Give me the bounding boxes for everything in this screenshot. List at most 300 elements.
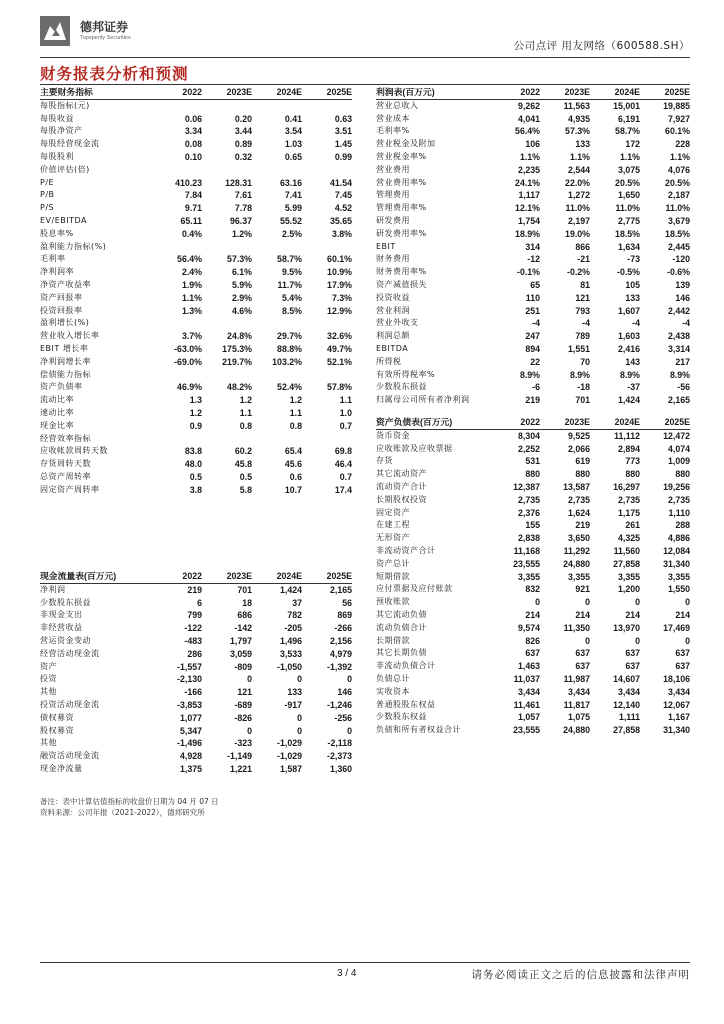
- cell-value: 4,325: [617, 533, 640, 544]
- cell-value: 121: [237, 687, 252, 698]
- row-label: EBIT: [376, 241, 396, 251]
- cell-value: 2,376: [517, 507, 540, 518]
- table-row: [376, 635, 690, 648]
- table-row: [376, 330, 690, 343]
- table-row: [40, 763, 352, 776]
- table-row: [376, 494, 690, 507]
- row-label: 归属母公司所有者净利润: [376, 395, 470, 405]
- cell-value: 9,262: [517, 100, 540, 111]
- row-label: 在建工程: [376, 520, 410, 530]
- cell-value: 2,544: [567, 164, 590, 175]
- table-row: [376, 241, 690, 254]
- row-label: 无形资产: [376, 533, 410, 543]
- cell-value: 2.4%: [181, 267, 202, 278]
- row-label: 非流动负债合计: [376, 661, 436, 671]
- cell-value: 2,165: [667, 395, 690, 406]
- cell-value: 1,603: [617, 331, 640, 342]
- cell-value: 1,117: [518, 190, 540, 201]
- row-label: 流动资产合计: [376, 481, 427, 491]
- table-row: [376, 481, 690, 494]
- cell-value: 0.20: [234, 113, 252, 124]
- cell-value: 1.1%: [181, 292, 202, 303]
- table-row: [40, 445, 352, 458]
- cell-value: 23,555: [513, 725, 540, 736]
- cell-value: -4: [632, 318, 640, 329]
- table-row: [40, 113, 352, 126]
- cell-value: 1,607: [617, 305, 640, 316]
- table-row: [40, 458, 352, 471]
- table-row: [376, 609, 690, 622]
- table-row: [40, 164, 352, 177]
- cell-value: 11,037: [513, 673, 540, 684]
- cell-value: 1,200: [617, 584, 640, 595]
- cell-value: 4,076: [667, 164, 690, 175]
- table-row: [40, 330, 352, 343]
- cell-value: 1.2: [239, 395, 252, 406]
- table-row: [40, 661, 352, 674]
- cell-value: 57.3%: [227, 254, 252, 265]
- cell-value: 1,375: [179, 763, 202, 774]
- cell-value: 18.9%: [515, 228, 540, 239]
- cell-value: 2,735: [667, 494, 690, 505]
- cell-value: 1.1%: [669, 151, 690, 162]
- cell-value: 0: [685, 597, 690, 608]
- cell-value: 3.54: [284, 126, 302, 137]
- row-label: 每股经营现金流: [40, 139, 100, 149]
- cell-value: 2,442: [667, 305, 690, 316]
- cell-value: 65.4: [284, 446, 302, 457]
- table-row: [40, 712, 352, 725]
- cell-value: 12,140: [613, 699, 640, 710]
- cell-value: 5.4%: [281, 292, 302, 303]
- row-label: 现金净流量: [40, 763, 83, 773]
- table-row: [40, 583, 352, 596]
- table-row: [376, 99, 690, 112]
- row-label: 管理费用: [376, 190, 410, 200]
- row-label: 有效所得税率%: [376, 369, 436, 379]
- cell-value: 58.7%: [277, 254, 302, 265]
- table-row: [376, 292, 690, 305]
- cell-value: [302, 433, 352, 446]
- cell-value: 88.8%: [277, 343, 302, 354]
- cell-value: 133: [625, 292, 640, 303]
- table-row: [40, 609, 352, 622]
- cell-value: 4,935: [567, 113, 590, 124]
- cell-value: 55.52: [279, 215, 302, 226]
- cell-value: 1,077: [179, 712, 202, 723]
- cell-value: 1.2%: [231, 228, 252, 239]
- cell-value: -6: [532, 382, 540, 393]
- row-label: 预收账款: [376, 597, 410, 607]
- row-label: 营业收入增长率: [40, 331, 100, 341]
- cell-value: 6: [197, 597, 202, 608]
- row-label: 经营活动现金流: [40, 648, 100, 658]
- table-notes: [40, 796, 219, 818]
- table-row: [40, 305, 352, 318]
- row-label: 融资活动现金流: [40, 751, 100, 761]
- cell-value: 11,817: [563, 699, 590, 710]
- cell-value: 0: [297, 725, 302, 736]
- row-label: 毛利率: [40, 254, 66, 264]
- table-row: [376, 228, 690, 241]
- cell-value: 214: [575, 609, 590, 620]
- row-label: 每股净资产: [40, 126, 83, 136]
- cell-value: 1,111: [618, 712, 640, 723]
- cell-value: 32.6%: [327, 331, 352, 342]
- title-divider: [40, 84, 690, 85]
- cell-value: [152, 164, 202, 177]
- cell-value: [302, 99, 352, 112]
- cell-value: 81: [580, 279, 590, 290]
- cell-value: 3,355: [617, 571, 640, 582]
- cell-value: 2,197: [567, 215, 590, 226]
- cell-value: 22.0%: [565, 177, 590, 188]
- cell-value: 2,894: [617, 443, 640, 454]
- cell-value: 12,084: [663, 545, 690, 556]
- table-row: [40, 484, 352, 497]
- cell-value: [202, 369, 252, 382]
- table-row: [40, 471, 352, 484]
- table-row: [40, 381, 352, 394]
- year-header: 2023E: [540, 416, 590, 429]
- cell-value: 58.7%: [615, 126, 640, 137]
- logo-mark-icon: [40, 16, 70, 46]
- year-header: 2023E: [202, 570, 252, 583]
- cell-value: 4.52: [334, 203, 352, 214]
- cell-value: 619: [575, 456, 590, 467]
- cell-value: 11.7%: [277, 279, 302, 290]
- cell-value: 31,340: [663, 725, 690, 736]
- row-label: 非经营收益: [40, 623, 83, 633]
- cell-value: 2,416: [617, 343, 640, 354]
- row-label: 每股收益: [40, 113, 74, 123]
- cell-value: 3,434: [667, 686, 690, 697]
- table-row: [376, 660, 690, 673]
- cell-value: [152, 99, 202, 112]
- cell-value: 8,304: [517, 430, 540, 441]
- cell-value: 219: [187, 584, 202, 595]
- cell-value: 866: [575, 241, 590, 252]
- row-label: 盈利能力指标(%): [40, 241, 107, 251]
- cell-value: 18,106: [663, 673, 690, 684]
- cell-value: [202, 164, 252, 177]
- cell-value: 17,469: [663, 622, 690, 633]
- cell-value: 1,496: [279, 635, 302, 646]
- cell-value: 13,587: [563, 481, 590, 492]
- cell-value: 8.9%: [669, 369, 690, 380]
- cell-value: [252, 433, 302, 446]
- cell-value: 3.7%: [181, 331, 202, 342]
- cell-value: 3.44: [234, 126, 252, 137]
- cell-value: 19.0%: [565, 228, 590, 239]
- row-label: 存货周转天数: [40, 459, 91, 469]
- cell-value: 701: [237, 584, 252, 595]
- header-divider: [40, 57, 690, 58]
- cell-value: -63.0%: [174, 343, 202, 354]
- cell-value: 1,110: [668, 507, 690, 518]
- cell-value: 46.4: [334, 459, 352, 470]
- logo-cn-text: 德邦证券: [80, 20, 129, 34]
- cell-value: 247: [525, 331, 540, 342]
- row-label: 普通股股东权益: [376, 699, 436, 709]
- cell-value: -2,373: [327, 751, 352, 762]
- row-label: 营业费用率%: [376, 177, 427, 187]
- cell-value: 60.1%: [327, 254, 352, 265]
- cell-value: 1,175: [617, 507, 640, 518]
- table-row: [376, 455, 690, 468]
- table-row: [40, 292, 352, 305]
- cell-value: 0.89: [234, 139, 252, 150]
- cell-value: 22: [530, 356, 540, 367]
- cell-value: 1.9%: [181, 279, 202, 290]
- cell-value: 826: [525, 635, 540, 646]
- cell-value: 65.11: [180, 215, 202, 226]
- cell-value: 286: [187, 648, 202, 659]
- table-row: [40, 699, 352, 712]
- cell-value: 0.7: [339, 471, 352, 482]
- cell-value: 133: [575, 139, 590, 150]
- row-label: 其它流动负债: [376, 609, 427, 619]
- note-line: 资料来源：公司年报（2021-2022），德邦研究所: [40, 808, 205, 817]
- cell-value: -1,557: [177, 661, 202, 672]
- cell-value: [252, 164, 302, 177]
- table-row: [376, 215, 690, 228]
- company-logo: [40, 14, 170, 48]
- cell-value: 9,525: [567, 430, 590, 441]
- table-row: [376, 596, 690, 609]
- row-label: 其它流动资产: [376, 469, 427, 479]
- cell-value: 0: [297, 674, 302, 685]
- year-header: 2024E: [252, 86, 302, 99]
- cell-value: 172: [625, 139, 640, 150]
- row-label: 营业费用: [376, 164, 410, 174]
- row-label: 短期借款: [376, 571, 410, 581]
- row-label: 少数股东损益: [40, 597, 91, 607]
- table-row: [376, 343, 690, 356]
- cell-value: -120: [672, 254, 690, 265]
- cell-value: 4,886: [667, 533, 690, 544]
- table-row: [40, 266, 352, 279]
- cell-value: 4,979: [329, 648, 352, 659]
- cell-value: 11,560: [613, 545, 640, 556]
- row-label: 股息率%: [40, 228, 74, 238]
- cell-value: 3,355: [517, 571, 540, 582]
- cell-value: 0.99: [334, 151, 352, 162]
- cell-value: 880: [575, 469, 590, 480]
- cell-value: -18: [577, 382, 590, 393]
- row-label: 营业税金及附加: [376, 139, 436, 149]
- cell-value: 121: [575, 292, 590, 303]
- cell-value: 27,858: [613, 725, 640, 736]
- row-label: 投资活动现金流: [40, 699, 100, 709]
- cell-value: -917: [284, 699, 302, 710]
- cell-value: 1,167: [667, 712, 690, 723]
- cell-value: 3,434: [517, 686, 540, 697]
- row-label: 应付票据及应付账款: [376, 584, 453, 594]
- row-label: 投资: [40, 674, 57, 684]
- cell-value: 2,066: [567, 443, 590, 454]
- cell-value: 1.1%: [519, 151, 540, 162]
- cell-value: -0.1%: [517, 267, 540, 278]
- cell-value: 2.5%: [281, 228, 302, 239]
- cell-value: 1.03: [284, 139, 302, 150]
- cell-value: 531: [525, 456, 540, 467]
- cell-value: 13,970: [613, 622, 640, 633]
- cell-value: 146: [337, 687, 352, 698]
- cash-flow-table: [40, 570, 352, 776]
- cell-value: -1,029: [277, 751, 302, 762]
- table-row: [40, 597, 352, 610]
- table-row: [40, 635, 352, 648]
- cell-value: 219: [525, 395, 540, 406]
- table-row: [376, 279, 690, 292]
- cell-value: 921: [575, 584, 590, 595]
- cell-value: -1,050: [277, 661, 302, 672]
- cell-value: 410.23: [175, 177, 202, 188]
- cell-value: 56.4%: [515, 126, 540, 137]
- table-row: [40, 369, 352, 382]
- cell-value: 0.4%: [181, 228, 202, 239]
- cell-value: 12,387: [513, 481, 540, 492]
- cell-value: 2,838: [517, 533, 540, 544]
- cell-value: 23,555: [513, 558, 540, 569]
- cell-value: 10.9%: [327, 267, 352, 278]
- row-label: P/E: [40, 177, 55, 187]
- table-row: [376, 507, 690, 520]
- row-label: 负债和所有者权益合计: [376, 725, 461, 735]
- cell-value: 2,187: [667, 190, 690, 201]
- cell-value: 0.41: [284, 113, 302, 124]
- row-label: 固定资产: [376, 507, 410, 517]
- cell-value: -323: [234, 738, 252, 749]
- row-label: 营业成本: [376, 113, 410, 123]
- table-row: [40, 686, 352, 699]
- cell-value: -21: [577, 254, 590, 265]
- cell-value: 11,112: [614, 430, 640, 441]
- row-label: 营业税金率%: [376, 151, 427, 161]
- cell-value: [252, 317, 302, 330]
- row-label: 存货: [376, 456, 393, 466]
- cell-value: 1,424: [279, 584, 302, 595]
- cell-value: 637: [575, 648, 590, 659]
- table-row: [40, 215, 352, 228]
- row-label: 股权募资: [40, 725, 74, 735]
- cell-value: 48.2%: [227, 382, 252, 393]
- year-header: 2025E: [640, 416, 690, 429]
- cell-value: 219.7%: [222, 356, 252, 367]
- table-row: [40, 648, 352, 661]
- table-row: [376, 113, 690, 126]
- row-label: 净资产收益率: [40, 279, 91, 289]
- row-label: 利润总额: [376, 331, 410, 341]
- cell-value: -166: [184, 687, 202, 698]
- cell-value: 314: [525, 241, 540, 252]
- table-row: [376, 317, 690, 330]
- cell-value: 0: [347, 725, 352, 736]
- cell-value: 12.1%: [515, 203, 540, 214]
- cell-value: 2,735: [617, 494, 640, 505]
- row-label: 速动比率: [40, 407, 74, 417]
- cell-value: 0.9: [189, 420, 202, 431]
- row-label: EV/EBITDA: [40, 215, 88, 225]
- page-number: 3 / 4: [337, 968, 357, 979]
- cell-value: 35.65: [329, 215, 352, 226]
- row-label: 总资产周转率: [40, 471, 91, 481]
- cell-value: 0: [585, 635, 590, 646]
- cell-value: 57.8%: [327, 382, 352, 393]
- table-row: [376, 724, 690, 737]
- cell-value: 10.7: [284, 484, 302, 495]
- row-label: 非现金支出: [40, 610, 83, 620]
- cell-value: 0.5: [239, 471, 252, 482]
- row-label: 现金比率: [40, 420, 74, 430]
- cell-value: 27,858: [613, 558, 640, 569]
- table-row: [40, 394, 352, 407]
- cell-value: 1,624: [567, 507, 590, 518]
- table-row: [376, 202, 690, 215]
- cell-value: 0: [247, 725, 252, 736]
- cell-value: 29.7%: [277, 331, 302, 342]
- cell-value: 1,634: [617, 241, 640, 252]
- row-label: 营业外收支: [376, 318, 419, 328]
- cell-value: 20.5%: [615, 177, 640, 188]
- cell-value: 3.34: [184, 126, 202, 137]
- cell-value: 637: [675, 648, 690, 659]
- cell-value: 8.9%: [519, 369, 540, 380]
- cell-value: 261: [625, 520, 640, 531]
- table-title: 主要财务指标: [40, 86, 152, 99]
- cell-value: 15,001: [613, 100, 640, 111]
- footer-divider: [40, 962, 690, 963]
- row-label: 管理费用率%: [376, 203, 427, 213]
- table-row: [40, 279, 352, 292]
- cell-value: 0: [247, 674, 252, 685]
- cell-value: [302, 369, 352, 382]
- cell-value: 7.84: [184, 190, 202, 201]
- cell-value: 11.0%: [665, 203, 690, 214]
- cell-value: 2,165: [329, 584, 352, 595]
- cell-value: 0.5: [189, 471, 202, 482]
- cell-value: 41.54: [329, 177, 352, 188]
- table-header-row: [40, 86, 352, 99]
- cell-value: 793: [575, 305, 590, 316]
- cell-value: 1.0: [339, 407, 352, 418]
- cell-value: 5.8: [239, 484, 252, 495]
- cell-value: -1,496: [177, 738, 202, 749]
- cell-value: 7.61: [234, 190, 252, 201]
- year-header: 2024E: [252, 570, 302, 583]
- cell-value: 12,067: [663, 699, 690, 710]
- cell-value: 782: [287, 610, 302, 621]
- cell-value: 880: [675, 469, 690, 480]
- year-header: 2023E: [202, 86, 252, 99]
- cell-value: 1,587: [279, 763, 302, 774]
- table-title: 资产负债表(百万元): [376, 416, 490, 429]
- row-label: 净利润: [40, 584, 66, 594]
- cell-value: 19,256: [663, 481, 690, 492]
- table-title: 利润表(百万元): [376, 86, 490, 99]
- cell-value: 1.45: [334, 139, 352, 150]
- row-label: 净利润增长率: [40, 356, 91, 366]
- cell-value: 1,221: [229, 763, 252, 774]
- year-header: 2022: [152, 570, 202, 583]
- cell-value: 1,550: [667, 584, 690, 595]
- cell-value: 7,927: [667, 113, 690, 124]
- row-label: EBITDA: [376, 343, 409, 353]
- cell-value: 0.06: [184, 113, 202, 124]
- table-row: [40, 433, 352, 446]
- cell-value: -4: [582, 318, 590, 329]
